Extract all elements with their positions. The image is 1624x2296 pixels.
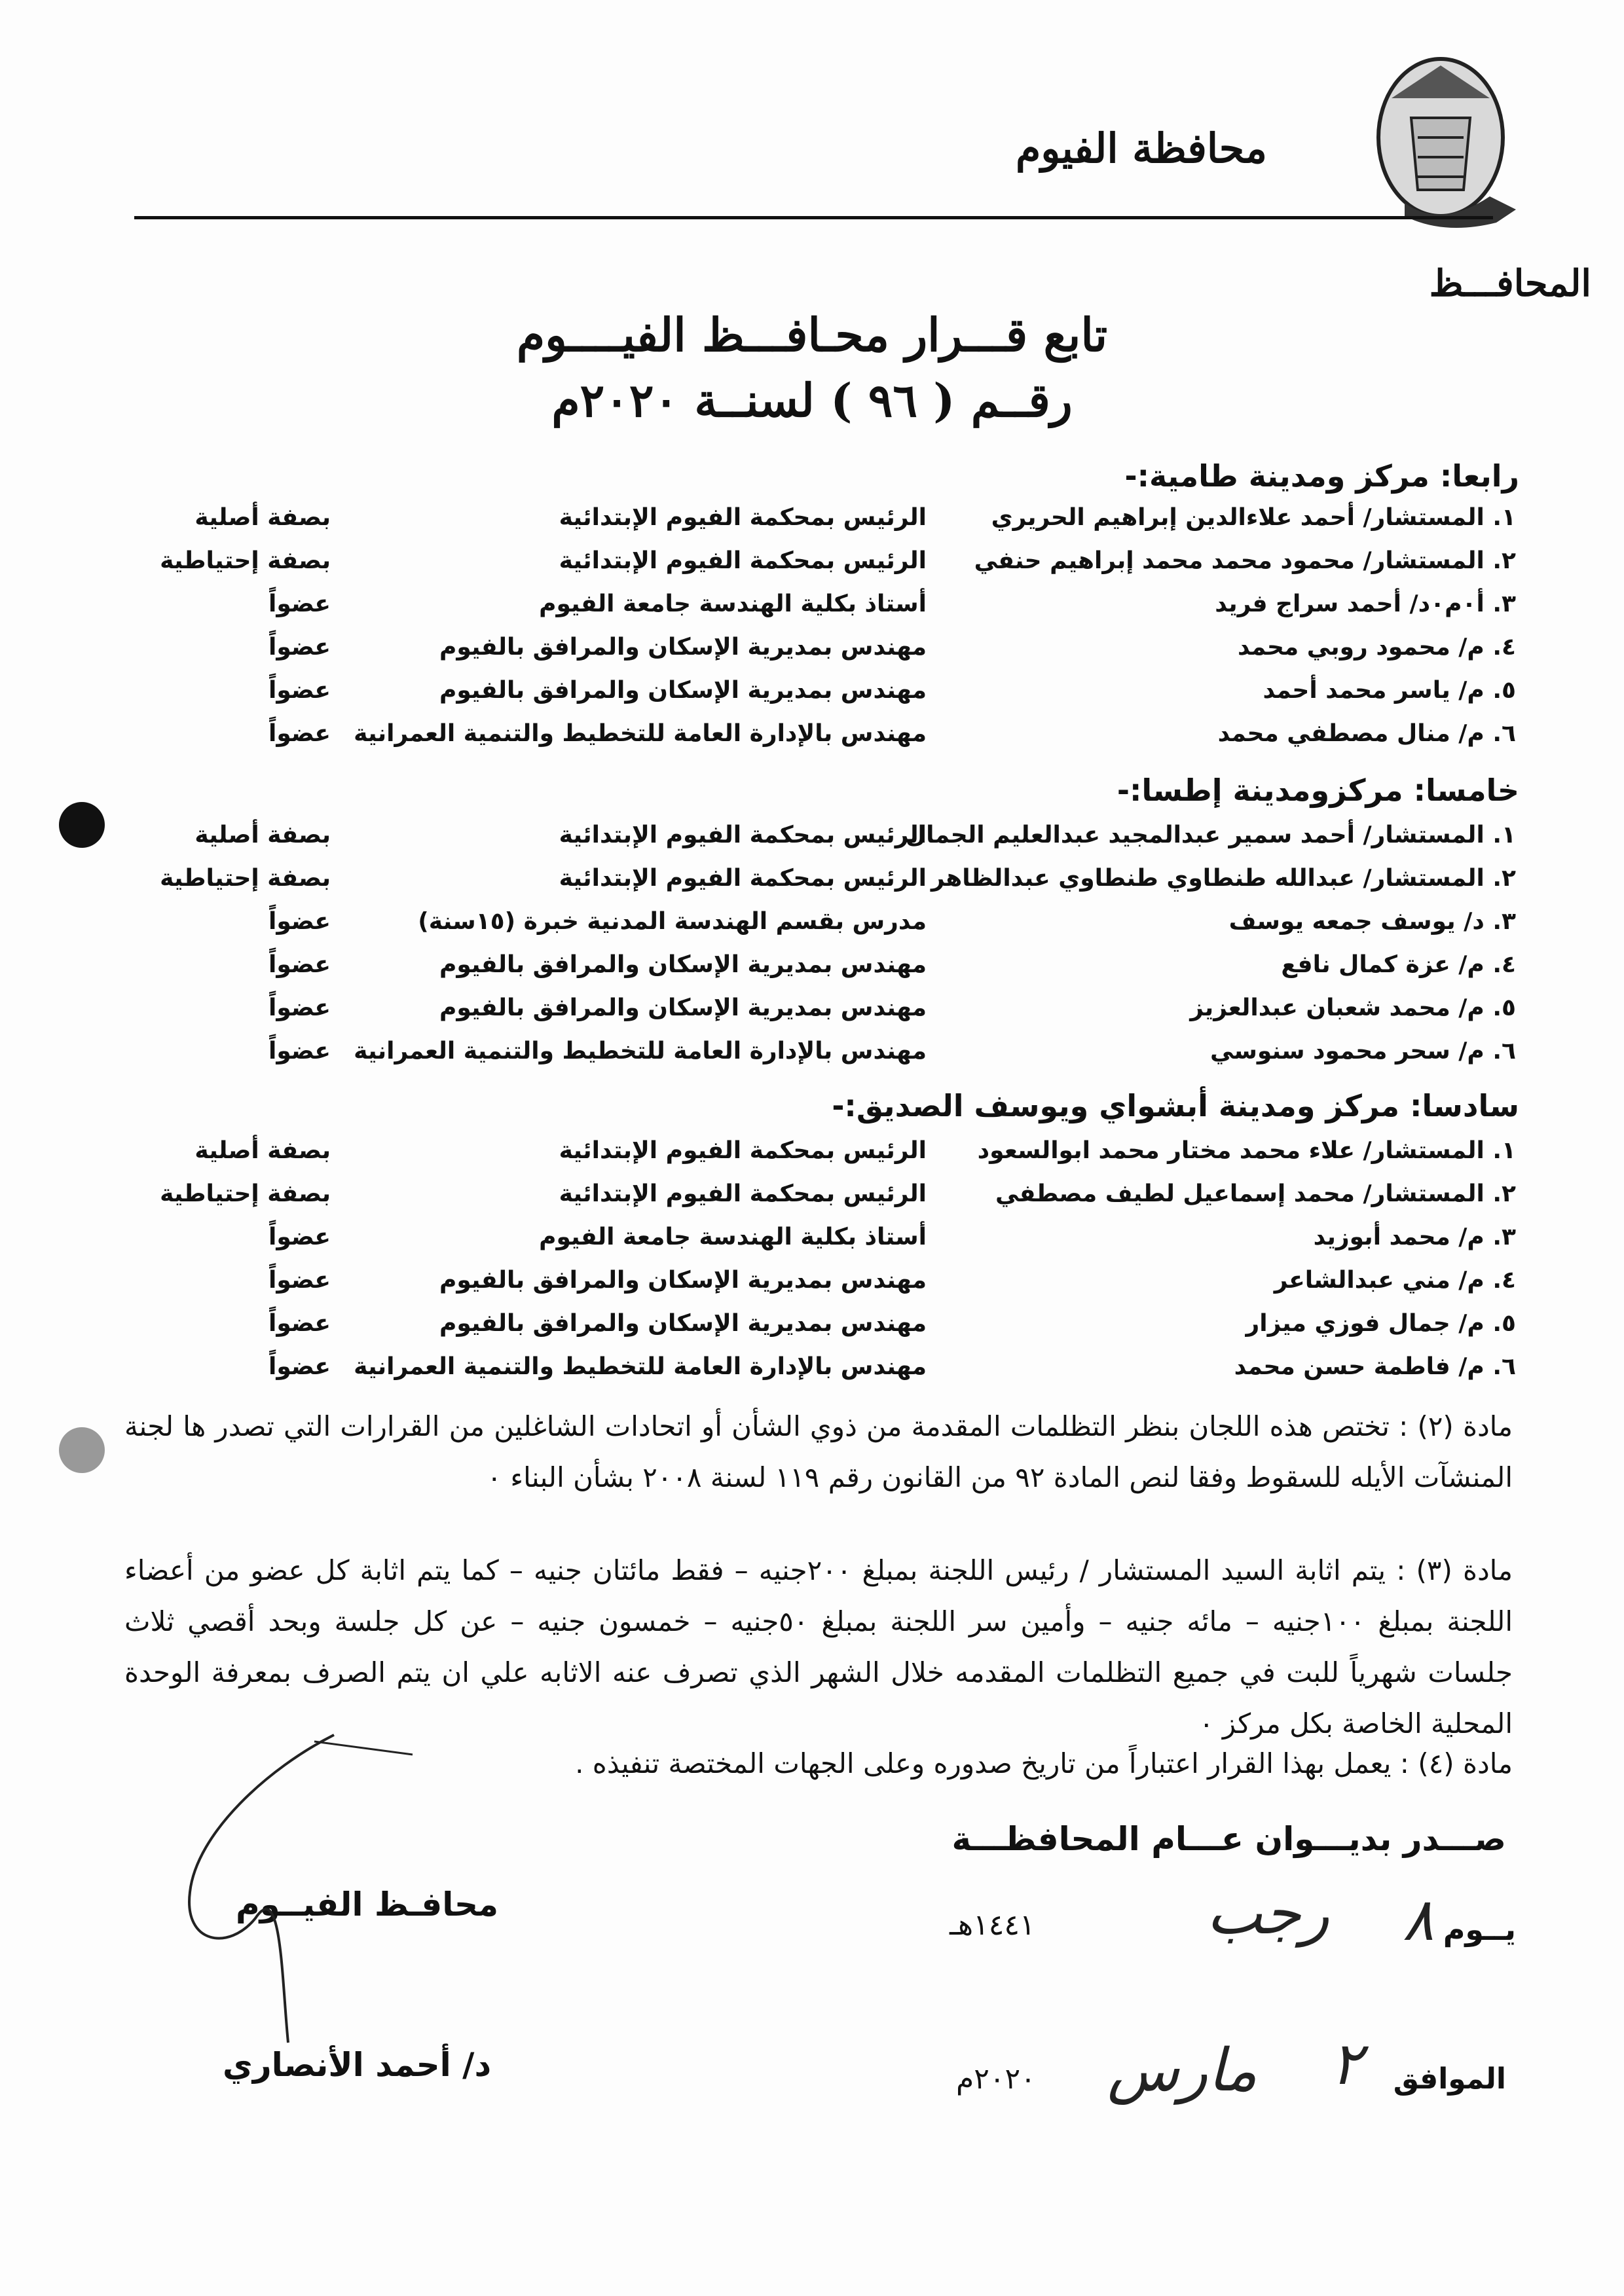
member-row bbox=[0, 547, 1624, 591]
member-capacity: عضواً bbox=[268, 951, 331, 978]
article-text: يتم اثابة السيد المستشار / رئيس اللجنة بمبلغ ٢٠٠جنيه – فقط مائتان جنيه – كما يتم اثابة كل عضو من أعضاء اللجنة بمبلغ ١٠٠جنيه – مائه جنيه – وأمين سر اللجنة بمبلغ ٥٠جنيه – خمسون جنيه – عن كل جلسة وبحد أقصي ثلاث جلسات شهرياً للبت في جميع التظلمات المقدمه خلال الشهر الذي تصرف عنه الاثابه علي ان يتم الصرف بمعرفة الوحدة المحلية الخاصة بكل مركز ٠ bbox=[124, 1554, 1513, 1740]
punch-hole bbox=[59, 1427, 105, 1473]
member-job: الرئيس بمحكمة الفيوم الإبتدائية bbox=[559, 547, 927, 574]
member-job: مهندس بمديرية الإسكان والمرافق بالفيوم bbox=[439, 677, 927, 704]
member-capacity: بصفة إحتياطية bbox=[160, 1180, 331, 1207]
governor-name: د/ أحمد الأنصاري bbox=[223, 2046, 492, 2084]
member-name: ٦. م/ فاطمة حسن محمد bbox=[1234, 1353, 1516, 1380]
member-job: الرئيس بمحكمة الفيوم الإبتدائية bbox=[559, 1180, 927, 1207]
member-capacity: عضواً bbox=[268, 591, 331, 617]
member-job: الرئيس بمحكمة الفيوم الإبتدائية bbox=[559, 822, 927, 848]
member-row bbox=[0, 677, 1624, 720]
member-capacity: عضواً bbox=[268, 1310, 331, 1337]
member-capacity: عضواً bbox=[268, 677, 331, 704]
member-capacity: عضواً bbox=[268, 1224, 331, 1250]
member-name: ٢. المستشار/ محمود محمد محمد إبراهيم حنفي bbox=[974, 547, 1516, 574]
member-capacity: بصفة أصلية bbox=[194, 504, 331, 531]
member-row bbox=[0, 1353, 1624, 1396]
member-name: ٤. م/ محمود روبي محمد bbox=[1238, 634, 1516, 661]
member-name: ٤. م/ عزة كمال نافع bbox=[1281, 951, 1516, 978]
decree-title: تابع قـــرار محـافـــظ الفيــــوم bbox=[516, 308, 1108, 362]
member-job: مهندس بمديرية الإسكان والمرافق بالفيوم bbox=[439, 1267, 927, 1294]
member-job: مهندس بالإدارة العامة للتخطيط والتنمية العمرانية bbox=[354, 1353, 927, 1380]
member-row bbox=[0, 1267, 1624, 1310]
corresponding-label: الموافق bbox=[1393, 2062, 1506, 2096]
member-name: ٢. المستشار/ محمد إسماعيل لطيف مصطفي bbox=[995, 1180, 1516, 1207]
issued-statement: صـــدر بديـــوان عـــام المحافظـــة bbox=[951, 1820, 1506, 1858]
decree-number: رقــم ( ٩٦ ) لسنــة ٢٠٢٠م bbox=[551, 373, 1073, 428]
member-row bbox=[0, 994, 1624, 1038]
member-name: ٣. د/ يوسف جمعه يوسف bbox=[1228, 908, 1516, 935]
header-rule bbox=[134, 216, 1493, 219]
member-capacity: بصفة إحتياطية bbox=[160, 547, 331, 574]
member-capacity: بصفة إحتياطية bbox=[160, 865, 331, 892]
member-job: أستاذ بكلية الهندسة جامعة الفيوم bbox=[539, 1224, 927, 1250]
member-row bbox=[0, 908, 1624, 951]
member-row bbox=[0, 1224, 1624, 1267]
article-label: مادة (٣) : bbox=[1396, 1554, 1513, 1586]
member-job: الرئيس بمحكمة الفيوم الإبتدائية bbox=[559, 504, 927, 531]
section-heading: سادسا: مركز ومدينة أبشواي ويوسف الصديق:- bbox=[832, 1088, 1519, 1123]
member-capacity: عضواً bbox=[268, 908, 331, 935]
hijri-month: رجب bbox=[1206, 1879, 1329, 1948]
member-row bbox=[0, 865, 1624, 908]
member-name: ٥. م/ ياسر محمد أحمد bbox=[1263, 677, 1516, 704]
member-name: ٣. م/ محمد أبوزيد bbox=[1313, 1224, 1516, 1250]
hijri-year: ١٤٤١هـ bbox=[950, 1908, 1035, 1942]
member-job: مهندس بمديرية الإسكان والمرافق بالفيوم bbox=[439, 994, 927, 1021]
member-job: مهندس بالإدارة العامة للتخطيط والتنمية العمرانية bbox=[354, 720, 927, 747]
member-job: مدرس بقسم الهندسة المدنية خبرة (١٥سنة) bbox=[418, 908, 927, 935]
member-job: مهندس بمديرية الإسكان والمرافق بالفيوم bbox=[439, 634, 927, 661]
greg-month: مارس bbox=[1107, 2036, 1257, 2105]
section-heading: خامسا: مركزومدينة إطسا:- bbox=[1116, 773, 1519, 808]
member-capacity: عضواً bbox=[268, 1353, 331, 1380]
member-name: ٣. أ٠م٠د/ أحمد سراج فريد bbox=[1215, 591, 1516, 617]
member-name: ٤. م/ مني عبدالشاعر bbox=[1274, 1267, 1516, 1294]
member-capacity: عضواً bbox=[268, 634, 331, 661]
member-row bbox=[0, 822, 1624, 865]
article-2 bbox=[124, 1401, 1513, 1503]
member-name: ١. المستشار/ علاء محمد مختار محمد ابوالسعود bbox=[977, 1137, 1516, 1164]
punch-hole bbox=[59, 802, 105, 848]
member-job: مهندس بمديرية الإسكان والمرافق بالفيوم bbox=[439, 1310, 927, 1337]
member-name: ١. المستشار/ أحمد علاءالدين إبراهيم الحريري bbox=[991, 504, 1516, 531]
article-text: يعمل بهذا القرار اعتباراً من تاريخ صدوره وعلى الجهات المختصة تنفيذه . bbox=[575, 1747, 1392, 1779]
section-heading: رابعا: مركز ومدينة طامية:- bbox=[1124, 458, 1519, 494]
member-capacity: بصفة أصلية bbox=[194, 1137, 331, 1164]
governorate-logo bbox=[1365, 39, 1516, 236]
member-name: ٦. م/ سحر محمود سنوسي bbox=[1210, 1038, 1516, 1065]
member-row bbox=[0, 720, 1624, 763]
member-row bbox=[0, 504, 1624, 547]
member-capacity: عضواً bbox=[268, 994, 331, 1021]
member-job: مهندس بالإدارة العامة للتخطيط والتنمية العمرانية bbox=[354, 1038, 927, 1065]
governor-label: المحافـــظ bbox=[1429, 262, 1591, 305]
member-row bbox=[0, 951, 1624, 994]
member-name: ٦. م/ منال مصطفي محمد bbox=[1217, 720, 1516, 747]
member-row bbox=[0, 591, 1624, 634]
member-capacity: عضواً bbox=[268, 1267, 331, 1294]
member-row bbox=[0, 1038, 1624, 1081]
member-job: أستاذ بكلية الهندسة جامعة الفيوم bbox=[539, 591, 927, 617]
signature-image bbox=[151, 1728, 426, 2056]
member-job: الرئيس بمحكمة الفيوم الإبتدائية bbox=[559, 865, 927, 892]
hijri-day: ٨ bbox=[1402, 1886, 1434, 1954]
member-row bbox=[0, 1180, 1624, 1224]
day-label: يــوم bbox=[1443, 1912, 1516, 1947]
article-label: مادة (٤) : bbox=[1399, 1747, 1513, 1779]
article-text: تختص هذه اللجان بنظر التظلمات المقدمة من ذوي الشأن أو اتحادات الشاغلين من القرارات التي تصدر ها لجنة المنشآت الأيله للسقوط وفقا لنص المادة ٩٢ من القانون رقم ١١٩ لسنة ٢٠٠٨ بشأن البناء ٠ bbox=[124, 1410, 1513, 1493]
member-name: ٢. المستشار/ عبدالله طنطاوي طنطاوي عبدالظاهر bbox=[931, 865, 1516, 892]
member-row bbox=[0, 634, 1624, 677]
member-name: ٥. م/ جمال فوزي ميزار bbox=[1246, 1310, 1516, 1337]
member-name: ٥. م/ محمد شعبان عبدالعزيز bbox=[1190, 994, 1516, 1021]
member-name: ١. المستشار/ أحمد سمير عبدالمجيد عبدالعليم الجمال bbox=[905, 822, 1516, 848]
article-3 bbox=[124, 1545, 1513, 1749]
greg-year: ٢٠٢٠م bbox=[956, 2062, 1036, 2096]
member-job: الرئيس بمحكمة الفيوم الإبتدائية bbox=[559, 1137, 927, 1164]
member-capacity: بصفة أصلية bbox=[194, 822, 331, 848]
member-capacity: عضواً bbox=[268, 720, 331, 747]
member-row bbox=[0, 1137, 1624, 1180]
member-job: مهندس بمديرية الإسكان والمرافق بالفيوم bbox=[439, 951, 927, 978]
governor-title: محافـظ الفيــوم bbox=[236, 1886, 499, 1923]
org-name: محافظة الفيوم bbox=[1015, 124, 1267, 172]
greg-day: ٢ bbox=[1330, 2030, 1362, 2098]
article-label: مادة (٢) : bbox=[1399, 1410, 1513, 1442]
member-capacity: عضواً bbox=[268, 1038, 331, 1065]
member-row bbox=[0, 1310, 1624, 1353]
